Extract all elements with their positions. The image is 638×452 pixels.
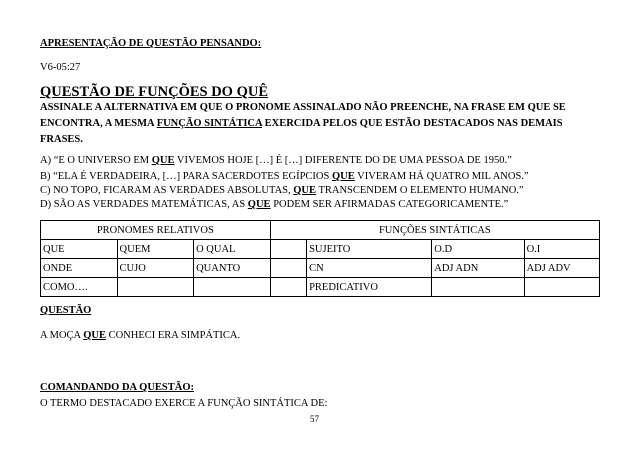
document-header-title: APRESENTAÇÃO DE QUESTÃO PENSANDO: [40,38,262,49]
table-cell: O QUAL [194,240,271,259]
table-cell: ADJ ADN [432,259,524,278]
table-cell: QUEM [117,240,194,259]
option-a [40,153,600,169]
option-a-post: VIVEMOS HOJE […] É […] DIFERENTE DO DE UMA PESSOA DE 1950.” [174,155,512,166]
table-cell [194,278,271,297]
table-row [41,278,600,297]
table-row [41,240,600,259]
question-sentence-pre: A MOÇA [40,330,84,341]
command-label: COMANDANDO DA QUESTÃO: [40,382,195,393]
pronouns-functions-table [40,220,600,297]
table-cell [270,278,306,297]
option-b-pre: B) “ELA É VERDADEIRA, […] PARA SACERDOTES EGÍPCIOS [40,171,332,182]
header-relative-pronouns: PRONOMES RELATIVOS [41,221,271,240]
question-sentence-key: QUE [83,330,106,341]
table-cell [270,259,306,278]
document-code: V6-05:27 [40,62,81,73]
table-cell: CN [307,259,432,278]
option-a-key: QUE [151,155,175,166]
page-number: 57 [310,414,319,424]
option-c-key: QUE [293,185,317,196]
question-label: QUESTÃO [40,305,92,316]
option-c-post: TRANSCENDEM O ELEMENTO HUMANO.” [316,185,524,196]
table-cell [432,278,524,297]
table-row [41,259,600,278]
table-cell: PREDICATIVO [307,278,432,297]
question-sentence-post: CONHECI ERA SIMPÁTICA. [105,330,241,341]
table-cell: COMO…. [41,278,118,297]
option-b-post: VIVERAM HÁ QUATRO MIL ANOS.” [354,171,529,182]
instruction-emphasis: FUNÇÃO SINTÁTICA [156,118,262,129]
option-a-pre: A) “E O UNIVERSO EM [40,155,152,166]
table-cell: ADJ ADV [524,259,599,278]
table-cell: QUANTO [194,259,271,278]
table-cell [270,240,306,259]
instruction-paragraph [40,100,600,148]
table-cell: ONDE [41,259,118,278]
table-cell [117,278,194,297]
option-d-pre: D) SÃO AS VERDADES MATEMÁTICAS, AS [40,199,248,210]
section-title: QUESTÃO DE FUNÇÕES DO QUÊ [40,84,269,100]
question-sentence [40,330,240,342]
instruction-part2: EXERCIDA PELOS QUE ESTÃO DESTACADOS NAS DEMAIS FRASES. [40,118,563,145]
option-b-key: QUE [331,171,355,182]
table-cell [524,278,599,297]
option-d-key: QUE [247,199,271,210]
table-cell: SUJEITO [307,240,432,259]
table-cell: O.D [432,240,524,259]
table-cell: CUJO [117,259,194,278]
instruction-part1: ASSINALE A ALTERNATIVA EM QUE O PRONOME ASSINALADO NÃO PREENCHE, NA FRASE EM QUE SE ENCONTRA, A MESMA [40,102,566,129]
option-d [40,197,600,213]
option-d-post: PODEM SER AFIRMADAS CATEGORICAMENTE.” [270,199,509,210]
table-header-row [41,221,600,240]
option-c-pre: C) NO TOPO, FICARAM AS VERDADES ABSOLUTAS, [40,185,294,196]
command-text: O TERMO DESTACADO EXERCE A FUNÇÃO SINTÁTICA DE: [40,398,328,409]
table-cell: O.I [524,240,599,259]
header-syntactic-functions: FUNÇÕES SINTÁTICAS [270,221,599,240]
table-cell: QUE [41,240,118,259]
